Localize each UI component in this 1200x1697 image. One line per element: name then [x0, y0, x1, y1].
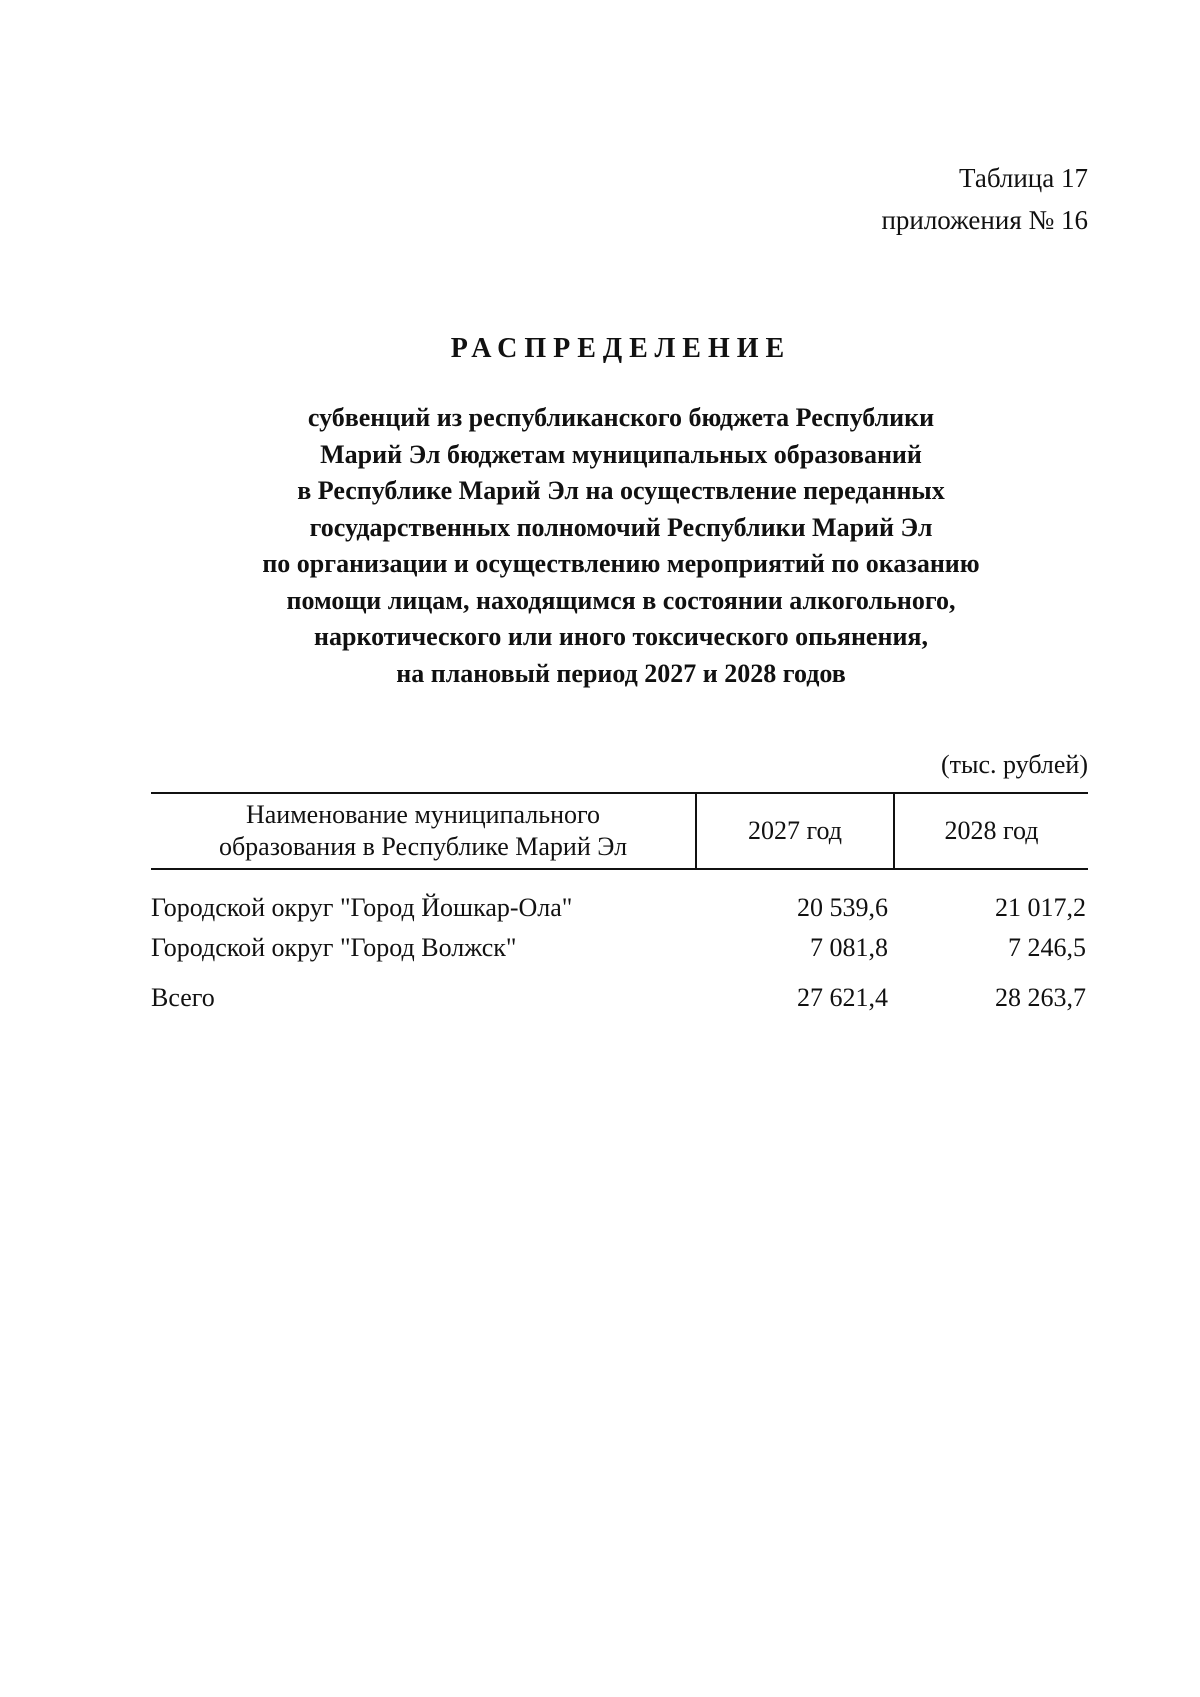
subtitle-line: Марий Эл бюджетам муниципальных образований: [320, 439, 922, 469]
column-header-municipality: [151, 793, 696, 869]
value-2028: 7 246,5: [1008, 933, 1086, 962]
municipality-name: Городской округ "Город Йошкар-Ола": [151, 893, 573, 922]
subtitle-line: государственных полномочий Республики Марий Эл: [309, 512, 933, 542]
document-subtitle: [0, 400, 1200, 692]
value-2028: 21 017,2: [995, 893, 1086, 922]
table-row: [151, 928, 1088, 968]
spacer-row: [151, 869, 1088, 888]
document-title: РАСПРЕДЕЛЕНИЕ: [450, 333, 792, 364]
municipality-name: Городской округ "Город Волжск": [151, 933, 517, 962]
distribution-table: [151, 792, 1088, 1018]
table-header-row: [151, 793, 1088, 869]
value-2027: 20 539,6: [797, 893, 888, 922]
table-reference: [881, 157, 1088, 241]
column-header-line: Наименование муниципального: [245, 800, 601, 829]
table-number: Таблица 17: [959, 163, 1088, 193]
subtitle-line: на плановый период 2027 и 2028 годов: [396, 658, 846, 688]
total-label: Всего: [151, 983, 215, 1012]
table-row: [151, 888, 1088, 928]
subtitle-line: в Республике Марий Эл на осуществление переданных: [297, 476, 945, 505]
column-header-2028: 2028 год: [894, 793, 1088, 869]
appendix-number: приложения № 16: [881, 205, 1088, 235]
table-total-row: [151, 978, 1088, 1018]
subtitle-line: помощи лицам, находящимся в состоянии алкогольного,: [286, 585, 956, 615]
units-label: (тыс. рублей): [940, 750, 1088, 779]
total-2027: 27 621,4: [797, 983, 888, 1012]
subtitle-line: субвенций из республиканского бюджета Республики: [307, 403, 935, 432]
column-header-2027: 2027 год: [696, 793, 894, 869]
subtitle-line: наркотического или иного токсического опьянения,: [314, 622, 928, 651]
subtitle-line: по организации и осуществлению мероприятий по оказанию: [262, 549, 980, 578]
column-header-line: образования в Республике Марий Эл: [218, 832, 628, 861]
spacer-row: [151, 968, 1088, 978]
value-2027: 7 081,8: [810, 933, 888, 962]
total-2028: 28 263,7: [995, 983, 1086, 1012]
